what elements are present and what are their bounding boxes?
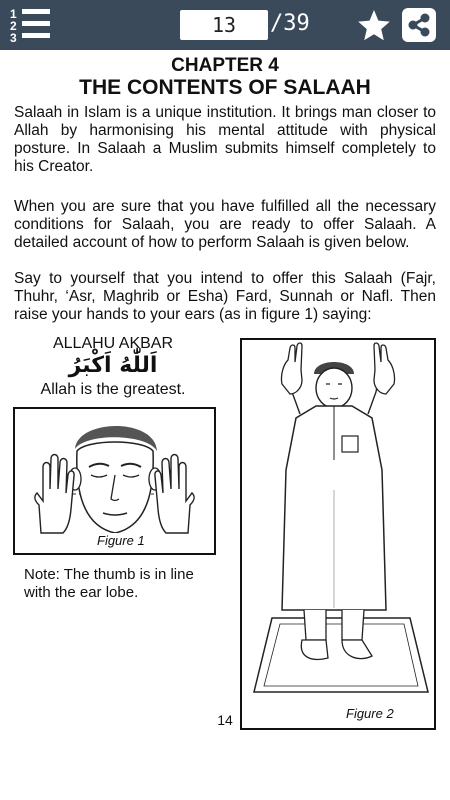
svg-text:2: 2 (10, 19, 17, 33)
page-total-label: /39 (270, 11, 310, 36)
page-number-input[interactable]: 13 (180, 10, 268, 40)
book-page (0, 50, 450, 800)
takbir-transliteration: ALLAHU AKBAR (52, 335, 174, 352)
paragraph: Salaah in Islam is a unique institution. It brings man closer to Allah by harmonising his mental attitude with physical posture. In Salaah a Muslim submits himself completely to his Creator. (14, 104, 436, 175)
figure-2-caption: Figure 2 (346, 706, 394, 721)
paragraph: Say to yourself that you intend to offer this Salaah (Fajr, Thuhr, ‘Asr, Maghrib or Esha) Fard, Sunnah or Nafl. Then raise your hands to your ears (as in figure 1) saying: (14, 270, 436, 323)
svg-text:1: 1 (10, 7, 17, 21)
takbir-arabic: اَللّٰهُ اَكْبَرُ (68, 353, 158, 378)
chapter-title: THE CONTENTS OF SALAAH (79, 76, 371, 99)
share-icon[interactable] (402, 8, 436, 42)
figure-2-illustration (240, 338, 436, 730)
star-icon[interactable] (357, 8, 391, 42)
numbered-list-icon[interactable] (8, 6, 52, 44)
svg-text:3: 3 (10, 31, 17, 44)
figure-1-caption: Figure 1 (97, 533, 145, 548)
thumb-note: Note: The thumb is in line with the ear lobe. (24, 566, 194, 601)
page-number: 14 (217, 712, 233, 728)
chapter-number: CHAPTER 4 (171, 55, 279, 76)
takbir-meaning: Allah is the greatest. (40, 381, 186, 398)
figure-1-illustration (13, 407, 216, 555)
top-toolbar (0, 0, 450, 50)
paragraph: When you are sure that you have fulfilled all the necessary conditions for Salaah, you are ready to offer Salaah. A detailed account of how to perform Salaah is given below. (14, 198, 436, 251)
